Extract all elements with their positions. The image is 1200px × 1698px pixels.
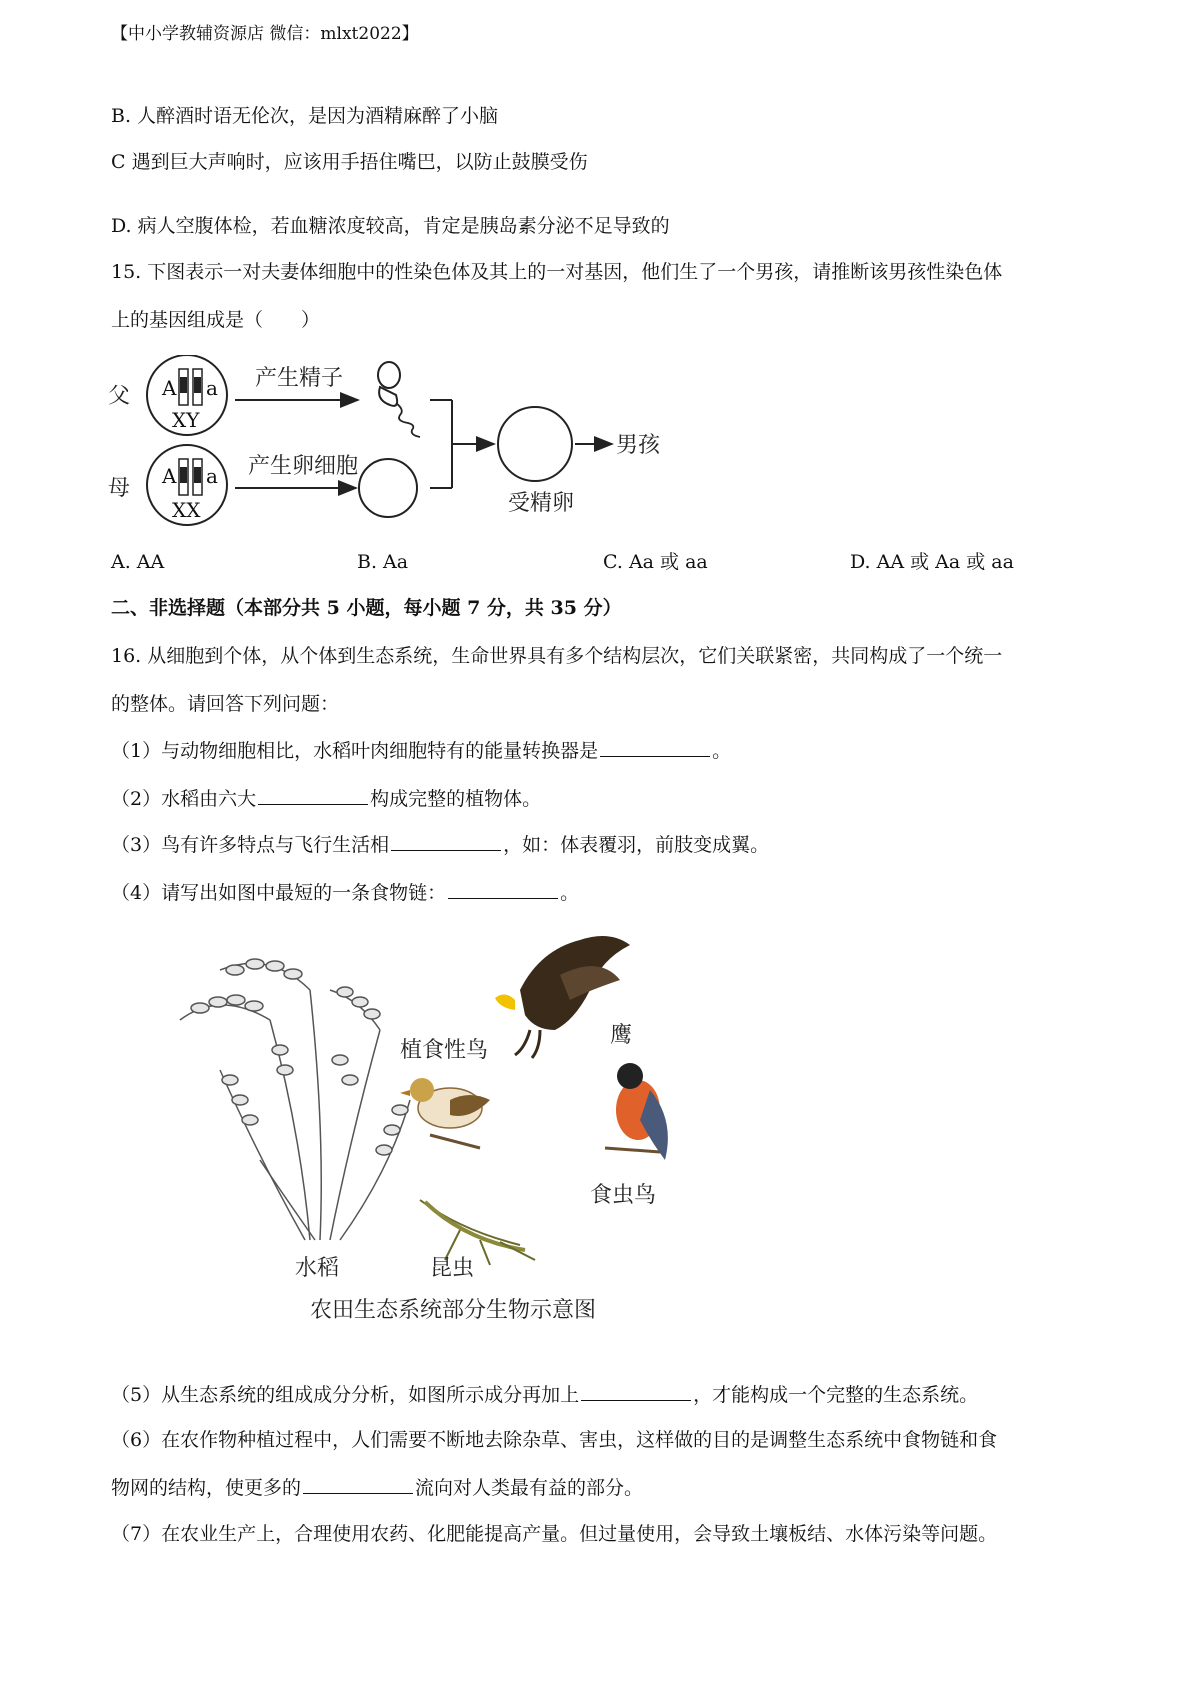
q16-part6-line2: 物网的结构，使更多的 流向对人类最有益的部分。: [111, 1477, 644, 1499]
herbivore-bird-illustration: [400, 1078, 490, 1148]
q16-stem-line2: 的整体。请回答下列问题：: [111, 693, 340, 715]
mother-label: 母: [108, 476, 131, 501]
sperm-cell: [378, 362, 420, 437]
q15-option-a: A. AA: [111, 551, 165, 573]
figure-caption: 农田生态系统部分生物示意图: [310, 1298, 597, 1323]
q15-option-c: C. Aa 或 aa: [603, 551, 708, 573]
mother-gene-a: a: [206, 464, 218, 488]
q15-stem-line2: 上的基因组成是（ ）: [111, 309, 321, 331]
q16-part2: （2）水稻由六大 构成完整的植物体。: [111, 788, 542, 810]
q16-part5-text: （5）从生态系统的组成成分分析，如图所示成分再加上: [111, 1384, 580, 1406]
q15-option-b: B. Aa: [357, 551, 409, 573]
q16-part6-line1: （6）在农作物种植过程中，人们需要不断地去除杂草、害虫，这样做的目的是调整生态系统中食物链和食: [111, 1429, 998, 1451]
zygote-label: 受精卵: [508, 491, 575, 516]
produce-egg-label: 产生卵细胞: [248, 454, 359, 479]
header-watermark: 【中小学教辅资源店 微信：mlxt2022】: [111, 24, 419, 44]
mother-gene-A: A: [162, 464, 177, 488]
q16-part4-text: （4）请写出如图中最短的一条食物链：: [111, 882, 447, 904]
q16-part1: （1）与动物细胞相比，水稻叶肉细胞特有的能量转换器是 。: [111, 740, 732, 762]
q16-part3: （3）鸟有许多特点与飞行生活相 ，如：体表覆羽，前肢变成翼。: [111, 834, 770, 856]
eagle-label: 鹰: [610, 1023, 633, 1048]
rice-label: 水稻: [295, 1256, 340, 1281]
herbivore-bird-label: 植食性鸟: [400, 1038, 489, 1063]
answer-blank-5[interactable]: [581, 1382, 691, 1401]
insectivore-bird-label: 食虫鸟: [590, 1183, 657, 1208]
q16-stem-line1: 16. 从细胞到个体，从个体到生态系统，生命世界具有多个结构层次，它们关联紧密，共同构成了一个统一: [111, 645, 1003, 667]
rice-plant-illustration: [180, 959, 410, 1240]
q14-option-b: B. 人醉酒时语无伦次，是因为酒精麻醉了小脑: [111, 105, 499, 127]
insectivore-bird-illustration: [605, 1063, 668, 1160]
father-gene-a: a: [206, 376, 218, 400]
zygote-cell: [498, 407, 572, 481]
q15-stem-line1: 15. 下图表示一对夫妻体细胞中的性染色体及其上的一对基因，他们生了一个男孩，请推断该男孩性染色体: [111, 261, 1003, 283]
answer-blank-1[interactable]: [600, 738, 710, 757]
egg-cell: [359, 459, 417, 517]
q16-part1-text: （1）与动物细胞相比，水稻叶肉细胞特有的能量转换器是: [111, 740, 599, 762]
father-cell: [147, 355, 227, 435]
ecosystem-figure: [160, 930, 740, 1330]
produce-sperm-label: 产生精子: [255, 366, 344, 391]
answer-blank-3[interactable]: [391, 832, 501, 851]
q16-part7: （7）在农业生产上，合理使用农药、化肥能提高产量。但过量使用，会导致土壤板结、水体污染等问题。: [111, 1523, 998, 1545]
q16-part2-text: （2）水稻由六大: [111, 788, 257, 810]
answer-blank-6[interactable]: [303, 1475, 413, 1494]
q14-option-c: C 遇到巨大声响时，应该用手捂住嘴巴，以防止鼓膜受伤: [111, 151, 588, 173]
mother-cell: [147, 445, 227, 525]
father-label: 父: [108, 384, 131, 409]
answer-blank-4[interactable]: [448, 880, 558, 899]
q16-part4: （4）请写出如图中最短的一条食物链： 。: [111, 882, 580, 904]
insect-label: 昆虫: [430, 1256, 475, 1281]
section2-title: 二、非选择题（本部分共 5 小题，每小题 7 分，共 35 分）: [111, 597, 622, 619]
father-chromosomes: XY: [172, 408, 200, 432]
boy-label: 男孩: [616, 433, 661, 458]
q15-gene-diagram: [100, 355, 740, 530]
mother-chromosomes: XX: [172, 498, 201, 522]
q16-part3-text: （3）鸟有许多特点与飞行生活相: [111, 834, 390, 856]
q16-part6-text: 物网的结构，使更多的: [111, 1477, 302, 1499]
answer-blank-2[interactable]: [258, 786, 368, 805]
q14-option-d: D. 病人空腹体检，若血糖浓度较高，肯定是胰岛素分泌不足导致的: [111, 215, 670, 237]
q16-part5: （5）从生态系统的组成成分分析，如图所示成分再加上 ，才能构成一个完整的生态系统。: [111, 1384, 979, 1406]
q15-option-d: D. AA 或 Aa 或 aa: [850, 551, 1014, 573]
father-gene-A: A: [162, 376, 177, 400]
